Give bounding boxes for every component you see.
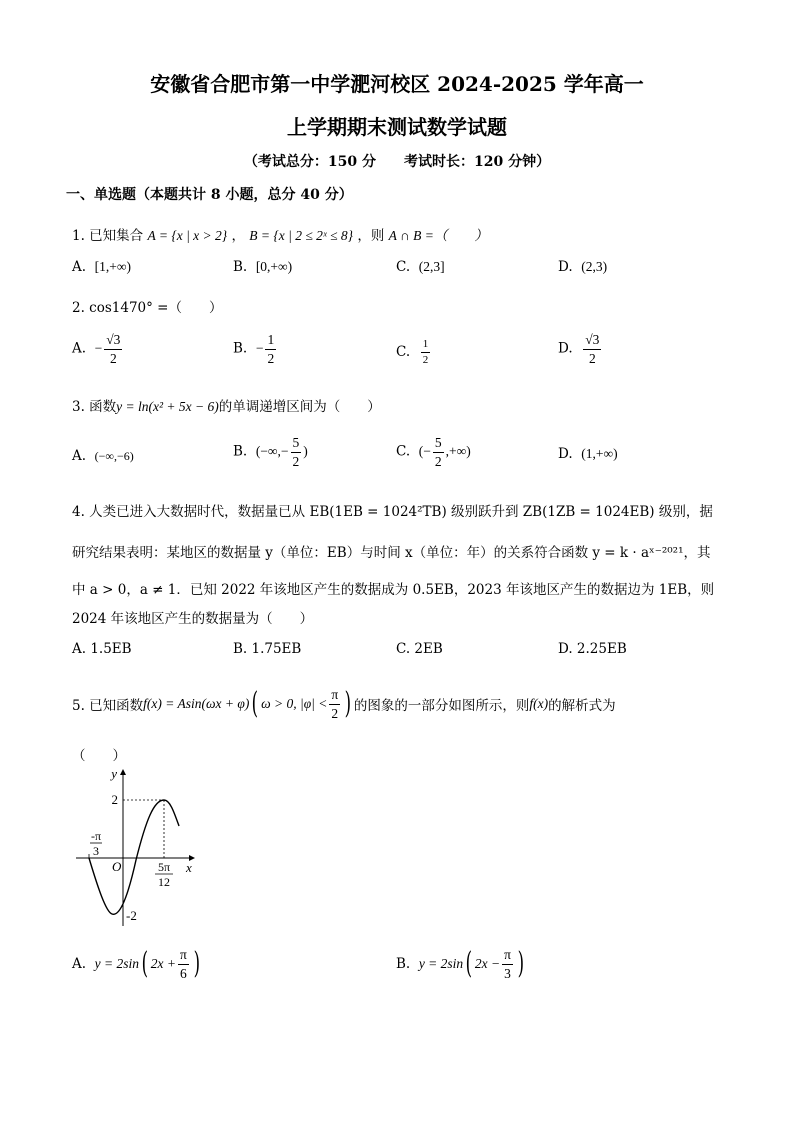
question-4-line-2: 研究结果表明：某地区的数据量 y（单位：EB）与时间 x（单位：年）的关系符合函数 y = k · aˣ⁻²⁰²¹，其 [72, 545, 711, 561]
q5-option-a: A. y = 2sin ( 2x + $\frac{\pi}{6}$ ) [72, 946, 200, 981]
y-max-label: 2 [111, 792, 118, 807]
q1-option-a: A. [1,+∞) [72, 259, 131, 275]
question-3-stem: 3. 函数y = ln(x² + 5x − 6)的单调递增区间为（ ） [72, 399, 381, 415]
five-pi-denominator: 12 [158, 875, 170, 889]
page-title-line2: 上学期期末测试数学试题 [287, 115, 507, 139]
question-4-line-3: 中 a > 0，a ≠ 1．已知 2022 年该地区产生的数据成为 0.5EB，2023 年该地区产生的数据边为 1EB，则 [72, 582, 715, 598]
question-4-line-1: 4. 人类已进入大数据时代，数据量已从 EB(1EB = 1024²TB) 级别跃升到 ZB(1ZB = 1024EB) 级别，据 [72, 504, 713, 520]
question-4-line-4: 2024 年该地区产生的数据量为（ ） [72, 611, 314, 627]
q3-option-a: A. (−∞,−6) [72, 448, 134, 464]
sine-graph [76, 764, 206, 934]
q3-option-c: C. (− $\frac{5}{2}$ ,+∞) [396, 435, 471, 469]
q3-function: y = ln(x² + 5x − 6) [116, 399, 219, 414]
q5-answer-paren: （ ） [72, 748, 126, 764]
set-b: B = {x | 2 ≤ 2ˣ ≤ 8} [249, 228, 354, 243]
origin-label: O [112, 859, 122, 874]
q3-option-b: B. (−∞,− $\frac{5}{2}$ ) [233, 435, 308, 469]
q1-option-b: B. [0,+∞) [233, 259, 293, 275]
q2-option-a: A. − $\frac{√3}{2}$ [72, 332, 121, 366]
set-a: A = {x | x > 2} [147, 228, 228, 243]
five-pi-label: 5π [157, 860, 171, 874]
sine-curve [89, 800, 179, 914]
y-axis-label: y [111, 766, 117, 781]
q2-option-c: C. $\frac{1}{2}$ [396, 338, 429, 366]
section-heading: 一、单选题（本题共计 8 小题，总分 40 分） [66, 187, 353, 203]
q5-option-b: B. y = 2sin ( 2x − $\frac{\pi}{3}$ ) [396, 946, 525, 981]
neg-pi-label: -π [90, 829, 102, 843]
q1-option-c: C. (2,3] [396, 259, 445, 275]
page-title-line1: 安徽省合肥市第一中学淝河校区 2024-2025 学年高一 [150, 72, 644, 96]
y-min-label: -2 [126, 908, 137, 923]
q4-option-d: D. 2.25EB [558, 641, 627, 657]
q4-option-a: A. 1.5EB [72, 641, 132, 657]
q2-option-d: D. $\frac{√3}{2}$ [558, 332, 600, 366]
neg-pi-denominator: 3 [93, 844, 99, 858]
question-5-stem: 5. 已知函数 f(x) = Asin(ωx + φ) ( ω > 0, |φ| < $\frac{\pi}{2}$ ) 的图象的一部分如图所示，则 f(x) 的解析式为 [72, 686, 616, 721]
q4-option-c: C. 2EB [396, 641, 443, 657]
question-2-stem: 2. cos1470° =（ ） [72, 300, 223, 316]
exam-info: （考试总分：150 分 考试时长：120 分钟） [243, 154, 551, 170]
q4-option-b: B. 1.75EB [233, 641, 302, 657]
question-1-stem: 1. 已知集合 A = {x | x > 2} ， B = {x | 2 ≤ 2ˣ ≤ 8} ，则 A ∩ B =（ ） [72, 228, 488, 244]
q5-function: f(x) = Asin(ωx + φ) [143, 696, 250, 711]
q3-option-d: D. (1,+∞) [558, 446, 618, 462]
q2-option-b: B. − $\frac{1}{2}$ [233, 332, 275, 366]
x-axis-label: x [186, 860, 192, 875]
q1-option-d: D. (2,3) [558, 259, 608, 275]
